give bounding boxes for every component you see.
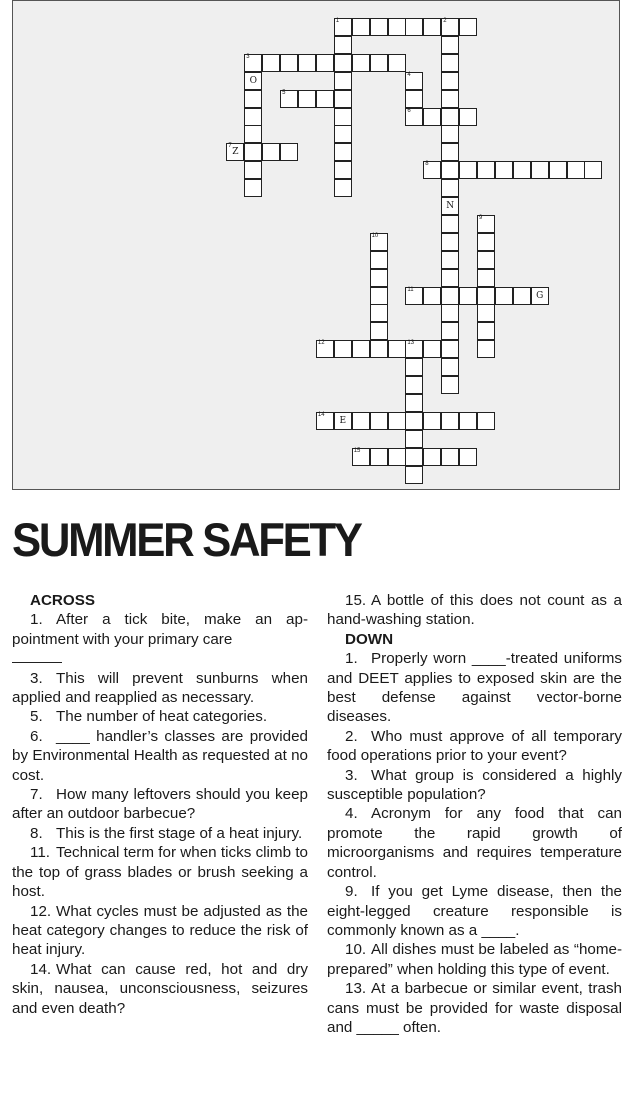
clue-number: 8. xyxy=(30,824,43,842)
grid-cell[interactable] xyxy=(388,18,406,36)
grid-cell[interactable] xyxy=(388,340,406,358)
grid-cell[interactable] xyxy=(405,412,423,430)
grid-cell[interactable] xyxy=(405,430,423,448)
grid-cell[interactable] xyxy=(334,18,352,36)
grid-cell[interactable] xyxy=(370,18,388,36)
grid-cell[interactable] xyxy=(495,287,513,305)
grid-cell[interactable] xyxy=(405,340,423,358)
clue-text: What cycles must be adjusted as the heat category changes to reduce the risk of heat injury. xyxy=(12,902,308,959)
grid-cell[interactable] xyxy=(477,412,495,430)
grid-cell[interactable] xyxy=(441,18,459,36)
grid-cell[interactable] xyxy=(459,161,477,179)
grid-cell[interactable] xyxy=(477,233,495,251)
cell-letter: Z xyxy=(232,147,239,158)
clue-number: 11. xyxy=(30,844,50,862)
clue-number: 3. xyxy=(345,766,358,784)
grid-cell[interactable] xyxy=(298,54,316,72)
clue-number: 5. xyxy=(30,708,43,726)
grid-cell[interactable] xyxy=(334,72,352,90)
grid-cell[interactable] xyxy=(477,269,495,287)
clue-item xyxy=(327,979,622,1037)
grid-cell[interactable] xyxy=(226,143,244,161)
grid-cell[interactable] xyxy=(334,54,352,72)
grid-cell[interactable] xyxy=(441,197,459,215)
grid-cell[interactable] xyxy=(244,143,262,161)
grid-cell[interactable] xyxy=(531,161,549,179)
across-clue-list xyxy=(12,610,308,1018)
grid-cell[interactable] xyxy=(334,90,352,108)
clue-text: What can cause red, hot and dry skin, nausea, unconsciousness, seizures and even death? xyxy=(12,960,308,1017)
grid-cell[interactable] xyxy=(405,72,423,90)
grid-cell[interactable] xyxy=(441,90,459,108)
grid-cell[interactable] xyxy=(549,161,567,179)
grid-cell[interactable] xyxy=(370,304,388,322)
clue-text: This is the first stage of a heat injury. xyxy=(56,824,303,842)
grid-cell[interactable] xyxy=(352,448,370,466)
clue-text: After a tick bite, make an appointment with your primary care xyxy=(12,611,308,648)
clue-item xyxy=(12,902,308,960)
grid-cell[interactable] xyxy=(280,54,298,72)
answer-blank xyxy=(12,650,62,663)
cell-letter: E xyxy=(339,415,347,426)
cell-number: 5 xyxy=(282,89,286,96)
clue-item xyxy=(12,960,308,1018)
crossword-grid xyxy=(12,0,620,490)
grid-cell[interactable] xyxy=(370,448,388,466)
grid-cell[interactable] xyxy=(370,233,388,251)
grid-cell[interactable] xyxy=(244,125,262,143)
grid-cell[interactable] xyxy=(423,161,441,179)
cell-letter: N xyxy=(446,201,455,211)
grid-cell[interactable] xyxy=(244,161,262,179)
cell-number: 8 xyxy=(425,161,429,168)
grid-cell[interactable] xyxy=(334,179,352,197)
clue-item xyxy=(327,649,622,727)
clue-item xyxy=(327,766,622,805)
cell-number: 13 xyxy=(407,340,415,347)
grid-cell[interactable] xyxy=(388,54,406,72)
grid-cell[interactable] xyxy=(441,179,459,197)
clue-text: How many leftovers should you keep after an outdoor barbecue? xyxy=(12,786,308,823)
clue-text: This will prevent sunburns when applied and reapplied as necessary. xyxy=(12,669,308,707)
grid-cell[interactable] xyxy=(441,340,459,358)
grid-cell[interactable] xyxy=(370,322,388,340)
grid-cell[interactable] xyxy=(441,269,459,287)
grid-cell[interactable] xyxy=(262,54,280,72)
grid-cell[interactable] xyxy=(423,18,441,36)
clue-text: Properly worn ____-treated uniforms and DEET applies to exposed skin are the best defense against vector-borne diseases. xyxy=(327,650,622,726)
clue-column-right xyxy=(327,591,622,1037)
grid-cell[interactable] xyxy=(334,108,352,126)
clue-text: A bottle of this does not count as a hand-washing station. xyxy=(327,592,622,629)
grid-cell[interactable] xyxy=(477,304,495,322)
grid-cell[interactable] xyxy=(441,448,459,466)
grid-cell[interactable] xyxy=(244,179,262,197)
grid-cell[interactable] xyxy=(352,54,370,72)
grid-cell[interactable] xyxy=(370,54,388,72)
across-heading: ACROSS xyxy=(30,592,95,609)
grid-cell[interactable] xyxy=(423,287,441,305)
grid-cell[interactable] xyxy=(441,215,459,233)
grid-cell[interactable] xyxy=(244,108,262,126)
clue-number: 10. xyxy=(345,941,367,959)
cell-letter: O xyxy=(249,75,257,86)
grid-cell[interactable] xyxy=(441,143,459,161)
clue-item xyxy=(327,882,622,940)
cell-number: 14 xyxy=(317,411,325,418)
clue-text: All dishes must be labeled as “home-prepared” when holding this type of event. xyxy=(327,941,622,978)
clue-item xyxy=(12,610,308,668)
clue-text: Who must approve of all temporary food operations prior to your event? xyxy=(327,727,622,765)
grid-cell[interactable] xyxy=(459,287,477,305)
cell-number: 6 xyxy=(407,107,411,114)
clue-item xyxy=(12,669,308,708)
clue-text: At a barbecue or similar event, trash cans must be provided for waste disposal and _____ often. xyxy=(327,980,622,1036)
clue-number: 1. xyxy=(345,650,358,668)
clue-number: 2. xyxy=(345,727,358,745)
grid-cell[interactable] xyxy=(459,18,477,36)
grid-cell[interactable] xyxy=(405,18,423,36)
grid-cell[interactable] xyxy=(477,322,495,340)
grid-cell[interactable] xyxy=(477,215,495,233)
clue-item xyxy=(12,707,308,726)
grid-cell[interactable] xyxy=(334,340,352,358)
grid-cell[interactable] xyxy=(477,340,495,358)
clue-number: 3. xyxy=(30,669,43,687)
grid-cell[interactable] xyxy=(441,376,459,394)
grid-cell[interactable] xyxy=(423,108,441,126)
grid-cell[interactable] xyxy=(262,143,280,161)
clue-item xyxy=(12,727,308,785)
grid-cell[interactable] xyxy=(370,269,388,287)
grid-cell[interactable] xyxy=(405,108,423,126)
grid-cell[interactable] xyxy=(405,90,423,108)
grid-cell[interactable] xyxy=(316,90,334,108)
clue-number: 6. xyxy=(30,727,43,745)
clue-item xyxy=(12,824,308,843)
grid-cell[interactable] xyxy=(477,287,495,305)
grid-cell[interactable] xyxy=(334,412,352,430)
cell-number: 11 xyxy=(407,286,414,293)
clue-number: 7. xyxy=(30,786,43,804)
page-title: SUMMER SAFETY xyxy=(12,513,361,566)
clue-text: What group is considered a highly susceptible population? xyxy=(327,766,622,804)
down-clue-list xyxy=(327,649,622,1037)
grid-cell[interactable] xyxy=(280,90,298,108)
grid-cell[interactable] xyxy=(280,143,298,161)
grid-cell[interactable] xyxy=(244,72,262,90)
cell-number: 12 xyxy=(317,340,325,347)
cell-letter: G xyxy=(536,290,544,301)
grid-cell[interactable] xyxy=(441,36,459,54)
grid-cell[interactable] xyxy=(459,448,477,466)
grid-cell[interactable] xyxy=(334,161,352,179)
grid-cell[interactable] xyxy=(370,412,388,430)
grid-cell[interactable] xyxy=(405,448,423,466)
grid-cell[interactable] xyxy=(584,161,602,179)
clue-item xyxy=(327,591,622,630)
cell-number: 7 xyxy=(228,143,232,150)
grid-cell[interactable] xyxy=(352,18,370,36)
grid-cell[interactable] xyxy=(495,161,513,179)
grid-cell[interactable] xyxy=(388,448,406,466)
grid-cell[interactable] xyxy=(567,161,585,179)
grid-cell[interactable] xyxy=(334,143,352,161)
grid-cell[interactable] xyxy=(370,251,388,269)
grid-cell[interactable] xyxy=(441,161,459,179)
grid-cell[interactable] xyxy=(459,412,477,430)
grid-cell[interactable] xyxy=(405,466,423,484)
cell-number: 9 xyxy=(479,214,483,221)
grid-cell[interactable] xyxy=(441,72,459,90)
cell-number: 1 xyxy=(335,18,340,24)
grid-cell[interactable] xyxy=(388,412,406,430)
grid-cell[interactable] xyxy=(441,287,459,305)
grid-cell[interactable] xyxy=(370,340,388,358)
cell-number: 2 xyxy=(443,18,447,24)
grid-cell[interactable] xyxy=(441,358,459,376)
clue-number: 9. xyxy=(345,883,358,901)
cell-number: 3 xyxy=(246,53,250,60)
clue-number: 12. xyxy=(30,902,52,920)
clue-text: If you get Lyme disease, then the eight-legged creature responsible is commonly known as a ____. xyxy=(327,883,622,939)
clue-item xyxy=(327,727,622,766)
grid-cell[interactable] xyxy=(423,412,441,430)
grid-cell[interactable] xyxy=(316,340,334,358)
clue-column-left xyxy=(12,591,308,1018)
across-clue-list-continued xyxy=(327,591,622,630)
grid-cell[interactable] xyxy=(441,304,459,322)
clue-number: 14. xyxy=(30,960,52,978)
grid-cell[interactable] xyxy=(316,54,334,72)
clue-text: Technical term for when ticks climb to the top of grass blades or brush seeking a host. xyxy=(12,844,308,901)
grid-cell[interactable] xyxy=(477,251,495,269)
grid-cell[interactable] xyxy=(405,394,423,412)
clue-number: 15. xyxy=(345,592,367,609)
grid-cell[interactable] xyxy=(441,108,459,126)
clue-number: 1. xyxy=(30,611,43,629)
cell-number: 15 xyxy=(353,447,361,454)
grid-cell[interactable] xyxy=(405,376,423,394)
grid-cell[interactable] xyxy=(441,233,459,251)
grid-cell[interactable] xyxy=(531,287,549,305)
clue-item xyxy=(12,785,308,824)
grid-cell[interactable] xyxy=(441,251,459,269)
clue-item xyxy=(327,940,622,979)
grid-cell[interactable] xyxy=(244,90,262,108)
clue-item xyxy=(12,843,308,901)
cell-number: 4 xyxy=(407,71,411,78)
grid-cell[interactable] xyxy=(459,108,477,126)
grid-cell[interactable] xyxy=(513,287,531,305)
cell-number: 10 xyxy=(371,232,379,239)
grid-cell[interactable] xyxy=(334,36,352,54)
down-heading: DOWN xyxy=(345,630,394,648)
grid-cell[interactable] xyxy=(477,161,495,179)
grid-cell[interactable] xyxy=(405,358,423,376)
clue-text: ____ handler’s classes are provided by Environmental Health as requested at no cost. xyxy=(12,727,308,784)
grid-cell[interactable] xyxy=(441,412,459,430)
grid-cell[interactable] xyxy=(370,287,388,305)
grid-cell[interactable] xyxy=(352,340,370,358)
grid-cell[interactable] xyxy=(441,125,459,143)
grid-cell[interactable] xyxy=(513,161,531,179)
grid-cell[interactable] xyxy=(405,287,423,305)
grid-cell[interactable] xyxy=(298,90,316,108)
clue-number: 13. xyxy=(345,980,367,998)
clue-text: The number of heat categories. xyxy=(56,708,268,726)
grid-cell[interactable] xyxy=(352,412,370,430)
grid-cell[interactable] xyxy=(441,54,459,72)
grid-cell[interactable] xyxy=(441,322,459,340)
clue-text: Acronym for any food that can promote the rapid growth of microorganisms and requires temperature control. xyxy=(327,805,622,881)
clue-number: 4. xyxy=(345,805,358,823)
grid-cell[interactable] xyxy=(316,412,334,430)
grid-cell[interactable] xyxy=(423,448,441,466)
clue-item xyxy=(327,804,622,882)
grid-cell[interactable] xyxy=(244,54,262,72)
grid-cell[interactable] xyxy=(334,125,352,143)
grid-cell[interactable] xyxy=(423,340,441,358)
